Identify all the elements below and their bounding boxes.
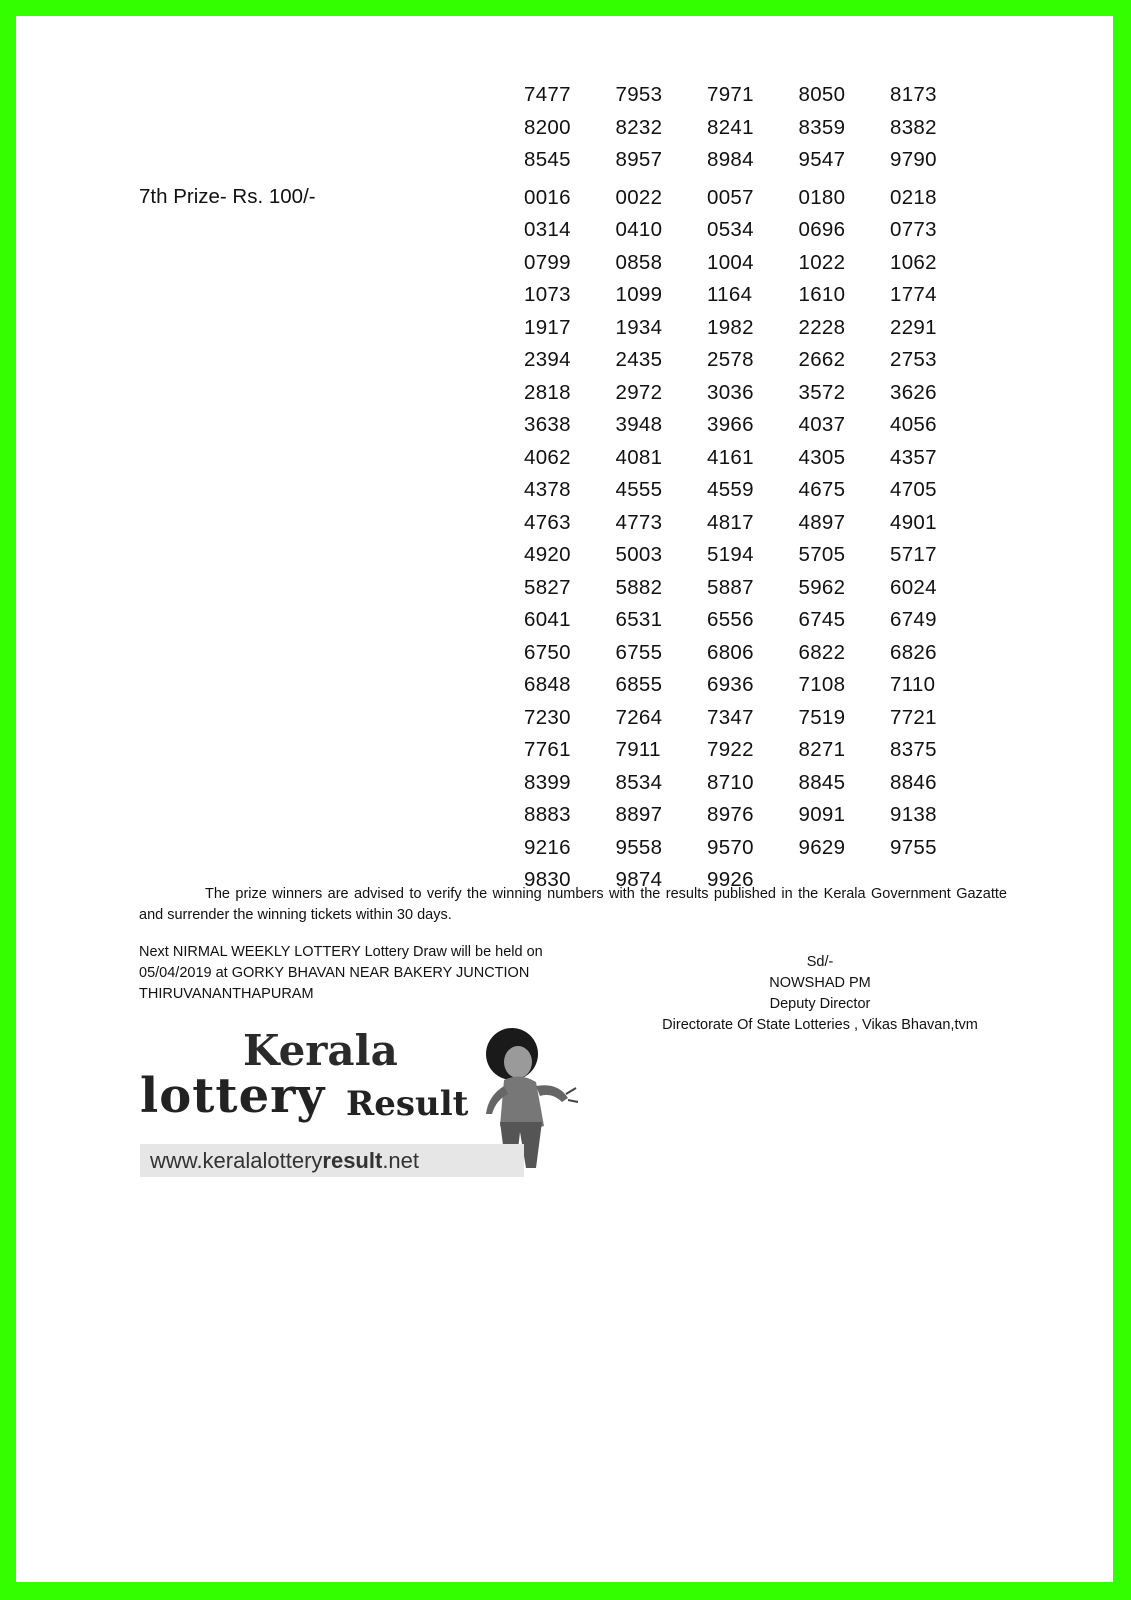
number-row [524,702,984,735]
winning-number: 1774 [890,283,937,307]
winning-number: 4897 [798,510,846,534]
winning-number: 2435 [615,348,663,372]
winning-number: 6749 [890,608,937,632]
logo-result-text: Result [346,1084,469,1124]
winning-number: 7264 [615,705,663,729]
logo-url [140,1144,524,1177]
signature-sd: Sd/- [806,954,834,970]
logo-kerala-text: Kerala [243,1026,398,1075]
winning-number: 4705 [890,478,937,502]
winning-number: 7721 [890,705,937,729]
signature-block [616,952,1024,1036]
winning-number: 7761 [524,738,571,762]
winning-number: 1099 [615,283,663,307]
winning-number: 8399 [524,770,571,794]
logo-url-prefix: www.keralalottery [150,1148,323,1173]
winning-number: 6745 [798,608,846,632]
winning-number: 1917 [524,315,571,339]
winning-number: 0016 [524,185,571,209]
winning-number: 4559 [707,478,754,502]
winning-number: 0314 [524,218,571,242]
winning-number: 8382 [890,115,937,139]
winning-number: 3966 [707,413,754,437]
winning-number: 8897 [615,803,663,827]
winning-number: 3638 [524,413,571,437]
winning-number: 1073 [524,283,571,307]
winning-number: 2972 [615,380,663,404]
winning-number: 7911 [615,738,661,762]
winning-number: 6531 [615,608,663,632]
number-row [524,409,984,442]
number-row [524,144,984,177]
winning-number: 7110 [890,673,936,697]
number-row [524,474,984,507]
winning-number: 4037 [798,413,846,437]
winning-number: 6936 [707,673,754,697]
winning-number: 8534 [615,770,663,794]
next-draw-line: 05/04/2019 at GORKY BHAVAN NEAR BAKERY JUNCTION [139,965,530,981]
winning-number: 8241 [707,115,754,139]
winning-number: 0534 [707,218,754,242]
winning-number: 6755 [615,640,663,664]
winning-number: 7922 [707,738,754,762]
number-row [524,832,984,865]
winning-number: 6750 [524,640,571,664]
winning-number: 9926 [707,868,754,892]
winning-number: 9216 [524,835,571,859]
winning-number: 1164 [707,283,753,307]
winning-number: 9790 [890,148,937,172]
winning-number: 4161 [707,445,754,469]
winning-number: 6556 [707,608,754,632]
kerala-lottery-result-logo [138,1026,578,1178]
seventh-prize-label: 7th Prize- Rs. 100/- [139,185,316,208]
winning-number: 4305 [798,445,846,469]
winning-numbers-grid [524,79,984,897]
number-row [524,344,984,377]
winning-number: 2394 [524,348,571,372]
winning-number: 7477 [524,83,571,107]
winning-number: 7347 [707,705,754,729]
winning-number: 4920 [524,543,571,567]
number-row [524,312,984,345]
winning-number: 5003 [615,543,663,567]
winning-number: 9558 [615,835,663,859]
winning-number: 0022 [615,185,663,209]
number-row [524,572,984,605]
next-draw-line: Next NIRMAL WEEKLY LOTTERY Lottery Draw will be held on [139,944,543,960]
winning-number: 4081 [615,445,663,469]
signatory-name: NOWSHAD PM [769,975,871,991]
winning-number: 2662 [798,348,846,372]
winning-number: 2753 [890,348,937,372]
winning-number: 6041 [524,608,571,632]
winning-number: 2228 [798,315,846,339]
winning-number: 2818 [524,380,571,404]
winning-number: 1934 [615,315,663,339]
number-row [524,604,984,637]
winning-number: 8173 [890,83,937,107]
winning-number: 5827 [524,575,571,599]
winning-number: 4773 [615,510,663,534]
winning-number: 2578 [707,348,754,372]
winning-number: 2291 [890,315,937,339]
winning-number: 4378 [524,478,571,502]
winning-number: 9138 [890,803,937,827]
winning-number: 9874 [615,868,663,892]
winning-number: 7108 [798,673,846,697]
number-row [524,182,984,215]
winning-number: 9091 [798,803,846,827]
logo-url-suffix: .net [382,1148,420,1173]
winning-number: 1022 [798,250,846,274]
winning-number: 3948 [615,413,663,437]
winning-number: 1004 [707,250,754,274]
winning-number: 7971 [707,83,754,107]
winning-number: 9755 [890,835,937,859]
winning-number: 9570 [707,835,754,859]
winning-number: 4675 [798,478,846,502]
winning-number: 5717 [890,543,937,567]
winning-number: 7953 [615,83,663,107]
winning-number: 5962 [798,575,846,599]
winning-number: 6806 [707,640,754,664]
winning-number: 8710 [707,770,754,794]
number-row [524,767,984,800]
winning-number: 1982 [707,315,754,339]
logo-lottery-text: lottery [140,1068,326,1124]
winning-number: 4817 [707,510,754,534]
winning-number: 0799 [524,250,571,274]
winning-number: 0180 [798,185,846,209]
number-row [524,507,984,540]
logo-url-bold: result [322,1148,383,1173]
number-row [524,734,984,767]
number-row [524,442,984,475]
winning-number: 0773 [890,218,937,242]
number-row [524,539,984,572]
winning-number: 8359 [798,115,846,139]
number-row [524,247,984,280]
winning-number: 1610 [798,283,846,307]
winning-number: 0410 [615,218,663,242]
winning-number: 3572 [798,380,846,404]
winning-number: 6855 [615,673,663,697]
winning-number: 7230 [524,705,571,729]
winning-number: 6848 [524,673,571,697]
number-row [524,669,984,702]
winning-number: 7519 [798,705,846,729]
next-draw-notice [139,942,589,1005]
winning-number: 8846 [890,770,937,794]
winning-number: 8545 [524,148,571,172]
winning-number: 3626 [890,380,937,404]
winning-number: 9629 [798,835,846,859]
winning-number: 9830 [524,868,571,892]
winning-number: 1062 [890,250,937,274]
winning-number: 3036 [707,380,754,404]
advice-paragraph: The prize winners are advised to verify the winning numbers with the results published in the Kerala Government Gazatte and surrender the winning tickets within 30 days. [139,886,1007,923]
winning-number: 8271 [798,738,846,762]
winning-number: 0057 [707,185,754,209]
winning-number: 5882 [615,575,663,599]
signatory-office: Directorate Of State Lotteries , Vikas Bhavan,tvm [662,1017,978,1033]
winning-number: 5705 [798,543,846,567]
winning-number: 8200 [524,115,571,139]
winning-number: 5887 [707,575,754,599]
winning-number: 8883 [524,803,571,827]
winning-number: 8984 [707,148,754,172]
number-row [524,279,984,312]
winning-number: 8957 [615,148,663,172]
winning-number: 5194 [707,543,754,567]
winning-number: 6024 [890,575,937,599]
winning-number: 6826 [890,640,937,664]
number-row [524,377,984,410]
winning-number: 6822 [798,640,846,664]
winning-number: 8232 [615,115,663,139]
winning-number: 4763 [524,510,571,534]
winning-number: 4056 [890,413,937,437]
winning-number: 4901 [890,510,937,534]
number-row [524,799,984,832]
number-row [524,637,984,670]
winning-number: 8375 [890,738,937,762]
signatory-title: Deputy Director [769,996,871,1012]
winning-number: 8976 [707,803,754,827]
winning-number: 4357 [890,445,937,469]
result-page [16,16,1113,1582]
number-row [524,112,984,145]
winning-number: 0858 [615,250,663,274]
winning-number: 8845 [798,770,846,794]
next-draw-line: THIRUVANANTHAPURAM [139,986,314,1002]
winning-number: 0218 [890,185,937,209]
number-row [524,79,984,112]
number-row [524,214,984,247]
winning-number: 8050 [798,83,846,107]
winning-number: 9547 [798,148,846,172]
winning-number: 4062 [524,445,571,469]
winning-number: 4555 [615,478,663,502]
winning-number: 0696 [798,218,846,242]
